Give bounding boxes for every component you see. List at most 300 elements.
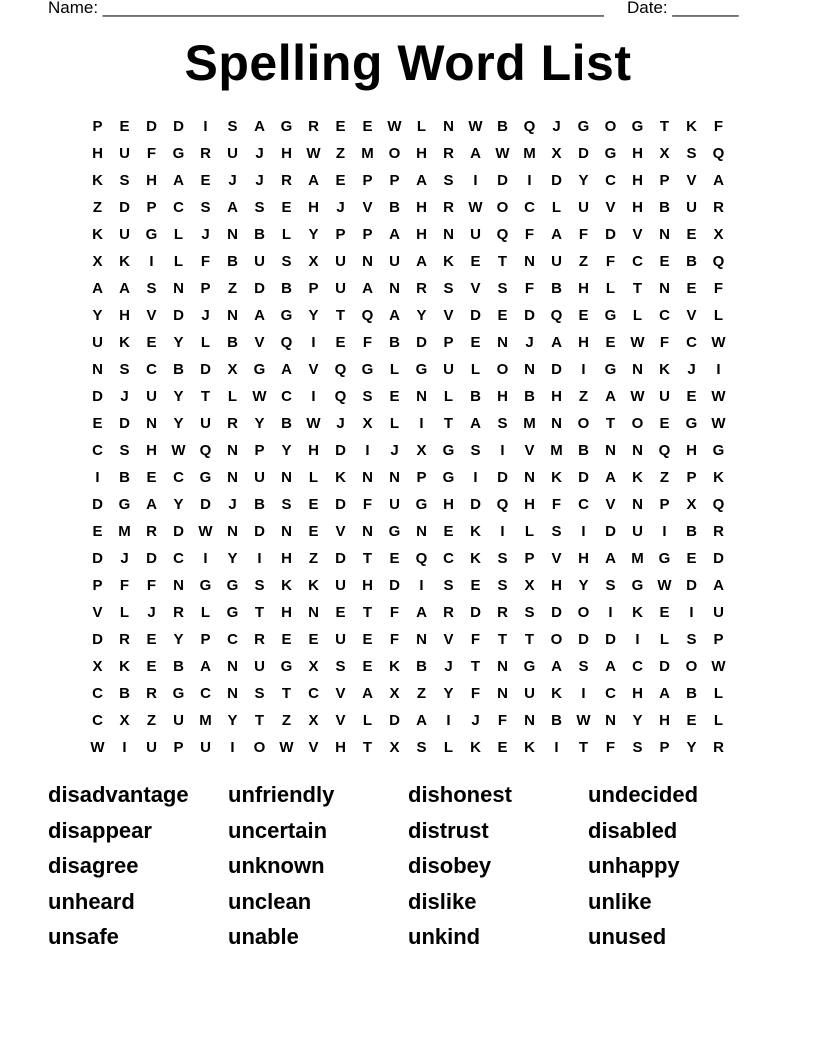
grid-letter: P	[335, 226, 346, 243]
grid-letter: G	[415, 496, 428, 513]
grid-row	[84, 680, 732, 707]
grid-letter: D	[389, 577, 400, 594]
grid-letter: E	[335, 172, 346, 189]
grid-letter: U	[389, 253, 400, 270]
word-list-item: undecided	[588, 782, 699, 807]
word-list-item: unknown	[228, 853, 325, 878]
grid-letter: A	[551, 226, 562, 243]
grid-letter: F	[389, 631, 400, 648]
grid-letter: N	[362, 469, 373, 486]
grid-letter: P	[659, 739, 670, 756]
grid-letter: A	[146, 496, 157, 513]
grid-letter: E	[335, 118, 346, 135]
word-list-item: disobey	[408, 853, 492, 878]
grid-letter: S	[119, 361, 130, 378]
grid-letter: J	[120, 550, 129, 567]
grid-letter: N	[227, 442, 238, 459]
grid-letter: C	[92, 442, 103, 459]
grid-letter: N	[92, 361, 103, 378]
grid-letter: E	[659, 604, 670, 621]
grid-letter: N	[227, 469, 238, 486]
grid-letter: I	[419, 415, 424, 432]
grid-letter: A	[713, 172, 724, 189]
word-list-item: unsafe	[48, 924, 119, 949]
grid-letter: A	[605, 469, 616, 486]
grid-letter: N	[551, 415, 562, 432]
grid-letter: B	[524, 388, 535, 405]
grid-letter: E	[470, 577, 481, 594]
grid-letter: W	[630, 388, 645, 405]
grid-letter: S	[686, 145, 697, 162]
grid-letter: C	[632, 658, 643, 675]
grid-letter: Q	[334, 388, 347, 405]
grid-letter: Z	[578, 388, 589, 405]
grid-letter: H	[92, 145, 103, 162]
grid-letter: N	[497, 658, 508, 675]
grid-letter: S	[443, 280, 454, 297]
grid-letter: G	[442, 442, 455, 459]
grid-letter: L	[713, 307, 724, 324]
grid-letter: E	[686, 712, 697, 729]
grid-letter: H	[119, 307, 130, 324]
grid-letter: Y	[227, 550, 238, 567]
grid-letter: V	[605, 199, 616, 216]
grid-letter: A	[173, 172, 184, 189]
grid-letter: X	[389, 739, 400, 756]
grid-letter: K	[281, 577, 292, 594]
grid-letter: D	[605, 631, 616, 648]
grid-letter: B	[389, 334, 400, 351]
grid-letter: K	[443, 253, 454, 270]
grid-letter: Y	[416, 307, 427, 324]
grid-letter: U	[254, 469, 265, 486]
grid-letter: I	[689, 604, 694, 621]
grid-letter: F	[605, 253, 616, 270]
grid-letter: J	[255, 172, 264, 189]
grid-letter: T	[254, 712, 265, 729]
grid-letter: H	[146, 172, 157, 189]
grid-letter: O	[577, 415, 590, 432]
grid-letter: H	[416, 199, 427, 216]
grid-letter: X	[119, 712, 130, 729]
grid-letter: L	[713, 712, 724, 729]
grid-row	[84, 653, 732, 680]
grid-letter: H	[497, 388, 508, 405]
grid-letter: Z	[659, 469, 670, 486]
grid-letter: P	[200, 280, 211, 297]
grid-letter: G	[172, 685, 185, 702]
grid-letter: E	[389, 388, 400, 405]
grid-letter: B	[254, 496, 265, 513]
grid-letter: G	[199, 469, 212, 486]
grid-letter: P	[92, 118, 103, 135]
grid-letter: O	[577, 604, 590, 621]
grid-letter: W	[576, 712, 591, 729]
grid-letter: R	[200, 145, 211, 162]
grid-letter: F	[659, 334, 670, 351]
grid-letter: H	[632, 145, 643, 162]
grid-letter: L	[713, 685, 724, 702]
grid-letter: E	[308, 523, 319, 540]
grid-letter: N	[524, 361, 535, 378]
grid-letter: V	[92, 604, 103, 621]
grid-letter: K	[119, 253, 130, 270]
grid-letter: D	[173, 307, 184, 324]
grid-letter: R	[227, 415, 238, 432]
grid-letter: Z	[335, 145, 346, 162]
grid-letter: V	[632, 226, 643, 243]
grid-letter: K	[524, 739, 535, 756]
grid-letter: T	[335, 307, 346, 324]
grid-letter: A	[254, 118, 265, 135]
grid-letter: N	[497, 685, 508, 702]
grid-letter: R	[119, 631, 130, 648]
grid-letter: K	[551, 469, 562, 486]
grid-letter: D	[92, 496, 103, 513]
grid-letter: O	[496, 361, 509, 378]
grid-letter: K	[119, 334, 130, 351]
grid-letter: J	[228, 172, 237, 189]
grid-letter: V	[146, 307, 157, 324]
grid-letter: K	[659, 361, 670, 378]
grid-letter: U	[335, 280, 346, 297]
grid-letter: A	[227, 199, 238, 216]
grid-letter: R	[173, 604, 184, 621]
grid-letter: U	[335, 577, 346, 594]
grid-letter: Y	[578, 172, 589, 189]
grid-letter: S	[632, 739, 643, 756]
grid-letter: S	[281, 253, 292, 270]
grid-letter: L	[632, 307, 643, 324]
grid-letter: R	[308, 118, 319, 135]
grid-row	[84, 464, 732, 491]
grid-letter: E	[686, 550, 697, 567]
grid-letter: Q	[658, 442, 671, 459]
grid-letter: A	[605, 658, 616, 675]
word-list-item: unclean	[228, 888, 312, 914]
grid-letter: S	[335, 658, 346, 675]
grid-letter: N	[281, 469, 292, 486]
grid-letter: X	[308, 253, 319, 270]
grid-letter: B	[389, 199, 400, 216]
grid-row	[84, 167, 732, 194]
grid-letter: M	[199, 712, 212, 729]
grid-letter: P	[173, 739, 184, 756]
grid-row	[84, 707, 732, 734]
grid-letter: Z	[416, 685, 427, 702]
grid-letter: P	[92, 577, 103, 594]
grid-letter: J	[525, 334, 534, 351]
grid-letter: O	[496, 199, 509, 216]
grid-letter: U	[551, 253, 562, 270]
grid-letter: Q	[334, 361, 347, 378]
grid-letter: C	[227, 631, 238, 648]
grid-row	[84, 275, 732, 302]
grid-letter: L	[524, 523, 535, 540]
grid-letter: B	[254, 226, 265, 243]
grid-letter: K	[686, 118, 697, 135]
grid-letter: V	[362, 199, 373, 216]
grid-letter: D	[578, 469, 589, 486]
grid-letter: X	[92, 658, 103, 675]
grid-letter: A	[281, 361, 292, 378]
grid-letter: T	[443, 415, 454, 432]
grid-letter: M	[118, 523, 131, 540]
grid-letter: N	[227, 658, 238, 675]
grid-letter: N	[416, 631, 427, 648]
grid-letter: H	[281, 145, 292, 162]
grid-letter: N	[632, 361, 643, 378]
word-list-item: unkind	[408, 924, 481, 949]
grid-letter: W	[711, 334, 726, 351]
grid-letter: I	[581, 523, 586, 540]
grid-letter: E	[308, 631, 319, 648]
grid-letter: E	[659, 415, 670, 432]
grid-letter: B	[227, 253, 238, 270]
grid-letter: A	[119, 280, 130, 297]
grid-letter: L	[173, 253, 184, 270]
grid-letter: P	[659, 496, 670, 513]
grid-letter: C	[605, 172, 616, 189]
grid-letter: D	[470, 604, 481, 621]
grid-letter: P	[389, 172, 400, 189]
grid-letter: M	[523, 415, 536, 432]
grid-letter: B	[686, 253, 697, 270]
grid-letter: E	[686, 388, 697, 405]
grid-letter: L	[281, 226, 292, 243]
grid-letter: F	[362, 334, 373, 351]
grid-letter: V	[335, 712, 346, 729]
grid-letter: G	[388, 523, 401, 540]
grid-letter: Y	[281, 442, 292, 459]
grid-letter: T	[659, 118, 670, 135]
grid-letter: B	[470, 388, 481, 405]
grid-row	[84, 356, 732, 383]
grid-row	[84, 221, 732, 248]
grid-letter: O	[388, 145, 401, 162]
grid-letter: G	[415, 361, 428, 378]
grid-letter: V	[254, 334, 265, 351]
grid-letter: Q	[523, 118, 536, 135]
grid-letter: C	[659, 307, 670, 324]
grid-letter: E	[146, 658, 157, 675]
grid-letter: H	[443, 496, 454, 513]
grid-letter: B	[551, 712, 562, 729]
grid-letter: H	[578, 280, 589, 297]
grid-row	[84, 599, 732, 626]
grid-letter: W	[306, 145, 321, 162]
grid-letter: G	[145, 226, 158, 243]
grid-letter: K	[470, 550, 481, 567]
grid-letter: H	[578, 550, 589, 567]
grid-letter: A	[92, 280, 103, 297]
grid-letter: U	[119, 226, 130, 243]
grid-letter: H	[281, 604, 292, 621]
grid-letter: C	[578, 496, 589, 513]
grid-letter: H	[362, 577, 373, 594]
grid-letter: D	[119, 415, 130, 432]
grid-letter: S	[254, 685, 265, 702]
grid-row	[84, 518, 732, 545]
grid-letter: W	[711, 658, 726, 675]
grid-letter: D	[254, 523, 265, 540]
grid-letter: F	[713, 280, 724, 297]
grid-letter: N	[605, 442, 616, 459]
grid-letter: G	[577, 118, 590, 135]
grid-letter: J	[201, 307, 210, 324]
grid-letter: T	[632, 280, 643, 297]
grid-letter: A	[551, 334, 562, 351]
grid-letter: I	[581, 361, 586, 378]
grid-letter: U	[578, 199, 589, 216]
grid-letter: D	[416, 334, 427, 351]
grid-letter: U	[200, 739, 211, 756]
grid-letter: P	[416, 469, 427, 486]
grid-letter: W	[171, 442, 186, 459]
grid-letter: U	[632, 523, 643, 540]
grid-letter: N	[389, 469, 400, 486]
grid-letter: H	[335, 739, 346, 756]
grid-letter: Y	[443, 685, 454, 702]
grid-letter: T	[497, 253, 508, 270]
grid-letter: A	[308, 172, 319, 189]
grid-row	[84, 734, 732, 761]
grid-letter: L	[389, 361, 400, 378]
grid-letter: L	[470, 361, 481, 378]
grid-letter: N	[227, 307, 238, 324]
grid-letter: A	[659, 685, 670, 702]
grid-letter: I	[122, 739, 127, 756]
grid-letter: E	[389, 550, 400, 567]
grid-letter: V	[308, 361, 319, 378]
grid-letter: C	[92, 712, 103, 729]
grid-row	[84, 140, 732, 167]
grid-letter: O	[550, 631, 563, 648]
grid-letter: H	[524, 496, 535, 513]
grid-letter: F	[200, 253, 211, 270]
grid-letter: X	[686, 496, 697, 513]
grid-letter: C	[308, 685, 319, 702]
grid-letter: T	[470, 658, 481, 675]
grid-letter: I	[419, 577, 424, 594]
grid-letter: V	[443, 631, 454, 648]
grid-letter: L	[119, 604, 130, 621]
grid-letter: D	[146, 118, 157, 135]
grid-letter: J	[336, 415, 345, 432]
grid-letter: I	[311, 334, 316, 351]
grid-letter: O	[685, 658, 698, 675]
grid-letter: A	[389, 226, 400, 243]
word-list-item: unfriendly	[228, 782, 335, 807]
grid-letter: D	[551, 172, 562, 189]
grid-letter: K	[389, 658, 400, 675]
grid-letter: Z	[146, 712, 157, 729]
grid-letter: Y	[308, 307, 319, 324]
grid-letter: D	[200, 361, 211, 378]
grid-letter: G	[172, 145, 185, 162]
grid-letter: I	[554, 739, 559, 756]
grid-letter: B	[227, 334, 238, 351]
grid-letter: U	[524, 685, 535, 702]
grid-letter: L	[659, 631, 670, 648]
grid-letter: J	[120, 388, 129, 405]
grid-letter: K	[713, 469, 724, 486]
grid-letter: S	[281, 496, 292, 513]
word-list-item: disabled	[588, 817, 678, 843]
grid-letter: Q	[496, 496, 509, 513]
grid-letter: Y	[173, 388, 184, 405]
grid-letter: S	[254, 199, 265, 216]
grid-letter: A	[470, 415, 481, 432]
grid-letter: W	[495, 145, 510, 162]
grid-letter: N	[524, 253, 535, 270]
grid-letter: I	[608, 604, 613, 621]
grid-letter: V	[686, 172, 697, 189]
grid-letter: P	[713, 631, 724, 648]
grid-letter: Y	[173, 415, 184, 432]
grid-letter: K	[551, 685, 562, 702]
grid-letter: L	[227, 388, 238, 405]
grid-letter: C	[443, 550, 454, 567]
grid-letter: T	[362, 739, 373, 756]
grid-letter: E	[497, 307, 508, 324]
grid-letter: U	[173, 712, 184, 729]
grid-letter: Y	[173, 334, 184, 351]
grid-letter: C	[605, 685, 616, 702]
grid-letter: D	[551, 361, 562, 378]
word-list-item: distrust	[408, 817, 489, 843]
grid-letter: X	[389, 685, 400, 702]
grid-letter: J	[687, 361, 696, 378]
grid-letter: E	[578, 307, 589, 324]
grid-letter: E	[92, 415, 103, 432]
grid-letter: V	[605, 496, 616, 513]
grid-letter: X	[92, 253, 103, 270]
grid-letter: W	[279, 739, 294, 756]
grid-letter: A	[416, 253, 427, 270]
grid-letter: I	[473, 469, 478, 486]
grid-letter: D	[470, 496, 481, 513]
grid-letter: N	[524, 712, 535, 729]
grid-letter: K	[335, 469, 346, 486]
grid-letter: O	[604, 118, 617, 135]
grid-letter: B	[551, 280, 562, 297]
grid-letter: U	[335, 631, 346, 648]
grid-letter: S	[146, 280, 157, 297]
grid-letter: N	[632, 496, 643, 513]
grid-letter: E	[659, 253, 670, 270]
grid-letter: R	[713, 523, 724, 540]
grid-letter: G	[631, 118, 644, 135]
grid-letter: D	[713, 550, 724, 567]
grid-letter: P	[659, 172, 670, 189]
word-list-item: unused	[588, 924, 667, 949]
grid-letter: P	[686, 469, 697, 486]
grid-letter: A	[551, 658, 562, 675]
grid-letter: L	[308, 469, 319, 486]
grid-letter: K	[632, 604, 643, 621]
grid-letter: H	[686, 442, 697, 459]
grid-letter: E	[686, 226, 697, 243]
grid-letter: X	[308, 658, 319, 675]
grid-letter: Y	[227, 712, 238, 729]
grid-letter: F	[497, 712, 508, 729]
grid-letter: H	[632, 199, 643, 216]
grid-letter: D	[659, 658, 670, 675]
grid-letter: I	[203, 118, 208, 135]
grid-letter: S	[254, 577, 265, 594]
grid-letter: P	[308, 280, 319, 297]
